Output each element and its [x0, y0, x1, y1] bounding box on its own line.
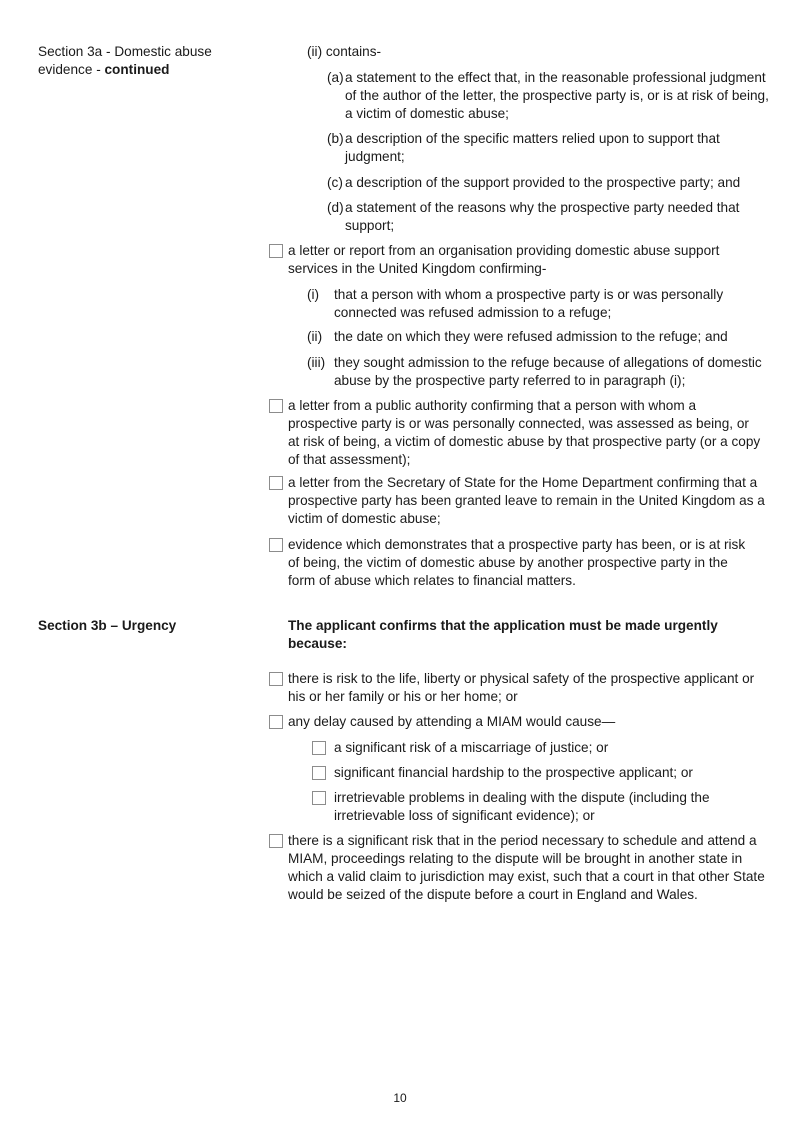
jurisdiction-text: there is a significant risk that in the period necessary to schedule and attend a MIAM, proceedings relating to the dispute will be brought in another state in which a valid claim to jurisdiction may exist, such that a court in that other State would be seized of the dispute before a court in England and Wales. — [288, 833, 765, 902]
sub-item-num: (a) — [327, 70, 344, 85]
miscarriage-text: a significant risk of a miscarriage of justice; or — [334, 740, 609, 755]
public-authority-checkbox[interactable] — [269, 399, 283, 413]
public-authority-text: a letter from a public authority confirming that a person with whom a prospective party is or was personally connected, was assessed as being, or at risk of being, a victim of domestic abuse by that prospective party (or a copy of that assessment); — [288, 398, 761, 467]
refuge-item-text: they sought admission to the refuge because of allegations of domestic abuse by the prospective party referred to in paragraph (i); — [334, 355, 762, 388]
section-3a-label — [38, 43, 248, 79]
hardship-text: significant financial hardship to the prospective applicant; or — [334, 765, 693, 780]
jurisdiction-checkbox[interactable] — [269, 834, 283, 848]
home-office-checkbox[interactable] — [269, 476, 283, 490]
risk-text: there is risk to the life, liberty or physical safety of the prospective applicant or his or her family or his or her home; or — [288, 671, 755, 704]
sub-item-num: (d) — [327, 200, 344, 215]
home-office-text: a letter from the Secretary of State for the Home Department confirming that a prospective party has been granted leave to remain in the United Kingdom as a victim of domestic abuse; — [288, 475, 765, 526]
hardship-checkbox[interactable] — [312, 766, 326, 780]
page-number: 10 — [393, 1091, 407, 1105]
sub-item-text: a description of the support provided to the prospective party; and — [345, 175, 741, 190]
sub-item-num: (b) — [327, 131, 344, 146]
miscarriage-checkbox[interactable] — [312, 741, 326, 755]
sub-item-text: a statement to the effect that, in the reasonable professional judgment of the author of the letter, the prospective party is, or is at risk of being, a victim of domestic abuse; — [345, 70, 769, 121]
refuge-item-num: (iii) — [307, 355, 326, 370]
section-3a-label-text: Section 3a - Domestic abuse evidence - — [38, 44, 212, 77]
delay-checkbox[interactable] — [269, 715, 283, 729]
financial-abuse-text: evidence which demonstrates that a prospective party has been, or is at risk of being, the victim of domestic abuse by another prospective party in the form of abuse which relates to financial matters. — [288, 537, 746, 588]
refuge-item-text: that a person with whom a prospective party is or was personally connected was refused admission to a refuge; — [334, 287, 724, 320]
financial-abuse-checkbox[interactable] — [269, 538, 283, 552]
section-3b-label: Section 3b – Urgency — [38, 618, 177, 633]
urgency-heading: The applicant confirms that the application must be made urgently because: — [288, 618, 718, 651]
sub-item-text: a statement of the reasons why the prospective party needed that support; — [345, 200, 740, 233]
refuge-letter-checkbox[interactable] — [269, 244, 283, 258]
delay-text: any delay caused by attending a MIAM would cause— — [288, 714, 616, 729]
section-3a-label-bold: continued — [104, 62, 170, 77]
irretrievable-checkbox[interactable] — [312, 791, 326, 805]
refuge-item-num: (i) — [307, 287, 320, 302]
sub-item-num: (c) — [327, 175, 343, 190]
refuge-item-num: (ii) — [307, 329, 323, 344]
irretrievable-text: irretrievable problems in dealing with the dispute (including the irretrievable loss of significant evidence); or — [334, 790, 710, 823]
sub-item-text: a description of the specific matters relied upon to support that judgment; — [345, 131, 720, 164]
refuge-item-text: the date on which they were refused admission to the refuge; and — [334, 329, 728, 344]
risk-checkbox[interactable] — [269, 672, 283, 686]
ii-contains: (ii) contains- — [307, 44, 382, 59]
refuge-letter-text: a letter or report from an organisation providing domestic abuse support services in the United Kingdom confirming- — [288, 243, 720, 276]
